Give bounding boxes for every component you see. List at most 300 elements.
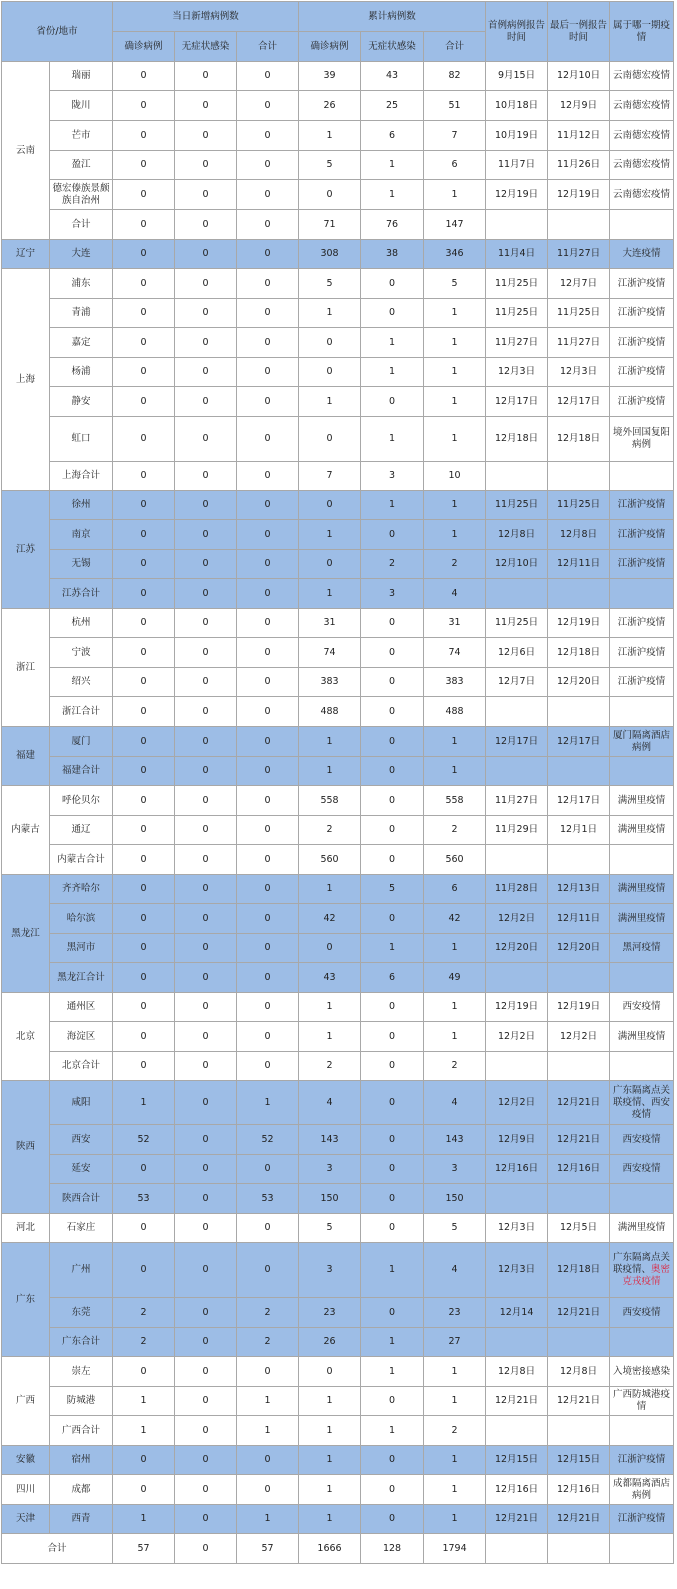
table-row xyxy=(2,240,674,269)
daily-value-cell: 0 xyxy=(237,1475,299,1505)
last-report-cell: 12月21日 xyxy=(548,1298,610,1328)
first-report-cell: 12月16日 xyxy=(486,1475,548,1505)
grand-total-first-cell xyxy=(486,1534,548,1564)
city-cell: 内蒙古合计 xyxy=(50,845,113,875)
epidemic-cell xyxy=(610,845,674,875)
table-row xyxy=(2,1214,674,1243)
city-cell: 上海合计 xyxy=(50,462,113,491)
cumulative-value-cell: 6 xyxy=(424,151,486,180)
province-cell: 辽宁 xyxy=(2,240,50,269)
first-report-cell xyxy=(486,579,548,609)
cumulative-value-cell: 383 xyxy=(424,668,486,697)
cumulative-value-cell: 27 xyxy=(424,1328,486,1357)
daily-value-cell: 0 xyxy=(113,845,175,875)
city-cell: 北京合计 xyxy=(50,1052,113,1081)
province-cell: 北京 xyxy=(2,993,50,1081)
cumulative-value-cell: 31 xyxy=(299,609,361,638)
daily-value-cell: 0 xyxy=(237,727,299,757)
cumulative-value-cell: 0 xyxy=(361,1052,424,1081)
cumulative-value-cell: 1 xyxy=(361,151,424,180)
epidemic-cell xyxy=(610,520,674,550)
province-cell: 内蒙古 xyxy=(2,786,50,875)
epidemic-text: 江浙沪疫情 xyxy=(617,395,666,407)
city-cell: 静安 xyxy=(50,387,113,417)
table-row xyxy=(2,1184,674,1214)
table-row xyxy=(2,875,674,904)
table-row xyxy=(2,1416,674,1446)
table-row xyxy=(2,550,674,579)
daily-value-cell: 0 xyxy=(237,875,299,904)
cumulative-value-cell: 5 xyxy=(299,1214,361,1243)
grand-total-value-cell: 57 xyxy=(237,1534,299,1564)
province-cell: 上海 xyxy=(2,269,50,491)
cumulative-value-cell: 4 xyxy=(299,1081,361,1125)
first-report-cell: 12月2日 xyxy=(486,904,548,934)
city-cell: 齐齐哈尔 xyxy=(50,875,113,904)
cumulative-value-cell: 1 xyxy=(299,875,361,904)
daily-value-cell: 0 xyxy=(237,417,299,462)
first-report-cell: 12月21日 xyxy=(486,1505,548,1534)
daily-value-cell: 0 xyxy=(175,387,237,417)
daily-value-cell: 0 xyxy=(175,786,237,816)
table-row xyxy=(2,757,674,786)
first-report-cell: 12月3日 xyxy=(486,1214,548,1243)
cumulative-value-cell: 26 xyxy=(299,91,361,121)
epidemic-cell xyxy=(610,638,674,668)
last-report-cell: 12月9日 xyxy=(548,91,610,121)
cumulative-value-cell: 0 xyxy=(299,328,361,358)
last-report-cell: 12月17日 xyxy=(548,727,610,757)
epidemic-cell xyxy=(610,668,674,697)
epidemic-text: 入境密接感染 xyxy=(613,1365,671,1377)
cumulative-value-cell: 0 xyxy=(361,1475,424,1505)
table-row xyxy=(2,1052,674,1081)
first-report-cell: 11月25日 xyxy=(486,269,548,299)
cumulative-value-cell: 1 xyxy=(361,180,424,210)
daily-value-cell: 0 xyxy=(237,609,299,638)
epidemic-cell xyxy=(610,1475,674,1505)
daily-value-cell: 0 xyxy=(237,269,299,299)
last-report-cell: 12月21日 xyxy=(548,1387,610,1416)
daily-value-cell: 0 xyxy=(175,638,237,668)
daily-value-cell: 0 xyxy=(175,1243,237,1298)
first-report-cell: 12月8日 xyxy=(486,1357,548,1387)
province-cell: 陕西 xyxy=(2,1081,50,1214)
last-report-cell: 12月19日 xyxy=(548,993,610,1022)
cumulative-value-cell: 0 xyxy=(361,299,424,328)
epidemic-text: 成都隔离酒店病例 xyxy=(613,1477,671,1501)
city-cell: 宿州 xyxy=(50,1446,113,1475)
cumulative-value-cell: 150 xyxy=(299,1184,361,1214)
daily-value-cell: 0 xyxy=(175,1505,237,1534)
daily-value-cell: 0 xyxy=(175,993,237,1022)
table-row xyxy=(2,358,674,387)
cumulative-value-cell: 383 xyxy=(299,668,361,697)
epidemic-text: 满洲里疫情 xyxy=(617,883,666,894)
epidemic-cell xyxy=(610,328,674,358)
epidemic-cell xyxy=(610,210,674,240)
epidemic-text: 江浙沪疫情 xyxy=(617,1454,666,1465)
first-report-cell: 12月10日 xyxy=(486,550,548,579)
epidemic-cell xyxy=(610,240,674,269)
table-row xyxy=(2,668,674,697)
table-row xyxy=(2,904,674,934)
last-report-cell: 12月15日 xyxy=(548,1446,610,1475)
cumulative-value-cell: 43 xyxy=(299,963,361,993)
epidemic-cell xyxy=(610,934,674,963)
epidemic-cell xyxy=(610,963,674,993)
epidemic-text: 西安疫情 xyxy=(622,1163,661,1174)
table-row xyxy=(2,993,674,1022)
epidemic-text: 西安疫情 xyxy=(622,1133,661,1145)
daily-value-cell: 0 xyxy=(113,328,175,358)
daily-value-cell: 0 xyxy=(175,520,237,550)
epidemic-text: 江浙沪疫情 xyxy=(617,528,666,540)
daily-value-cell: 0 xyxy=(113,904,175,934)
cumulative-value-cell: 23 xyxy=(424,1298,486,1328)
daily-value-cell: 0 xyxy=(237,91,299,121)
daily-value-cell: 0 xyxy=(175,1155,237,1184)
table-row xyxy=(2,299,674,328)
cumulative-value-cell: 3 xyxy=(361,462,424,491)
epidemic-cell xyxy=(610,180,674,210)
daily-value-cell: 0 xyxy=(175,1081,237,1125)
daily-value-cell: 0 xyxy=(113,727,175,757)
daily-value-cell: 0 xyxy=(175,697,237,727)
cumulative-value-cell: 0 xyxy=(361,668,424,697)
daily-value-cell: 1 xyxy=(113,1081,175,1125)
daily-value-cell: 0 xyxy=(175,579,237,609)
table-row xyxy=(2,1475,674,1505)
cumulative-value-cell: 0 xyxy=(361,1022,424,1052)
daily-value-cell: 0 xyxy=(175,609,237,638)
daily-value-cell: 0 xyxy=(175,845,237,875)
first-report-cell: 11月4日 xyxy=(486,240,548,269)
daily-value-cell: 0 xyxy=(113,1446,175,1475)
table-row xyxy=(2,727,674,757)
last-report-cell: 12月5日 xyxy=(548,1214,610,1243)
daily-value-cell: 0 xyxy=(175,816,237,845)
epidemic-cell xyxy=(610,1155,674,1184)
cumulative-value-cell: 1 xyxy=(424,1505,486,1534)
grand-total-label: 合计 xyxy=(2,1534,113,1564)
first-report-cell: 12月21日 xyxy=(486,1387,548,1416)
cumulative-value-cell: 1 xyxy=(424,180,486,210)
cumulative-value-cell: 1 xyxy=(299,1387,361,1416)
cumulative-value-cell: 0 xyxy=(299,1357,361,1387)
cumulative-value-cell: 1 xyxy=(361,1328,424,1357)
daily-value-cell: 53 xyxy=(113,1184,175,1214)
epidemic-cell xyxy=(610,1298,674,1328)
table-body xyxy=(2,62,674,1564)
daily-value-cell: 0 xyxy=(175,875,237,904)
grand-total-value-cell: 128 xyxy=(361,1534,424,1564)
epidemic-text: 广东隔离点关联疫情、西安疫情 xyxy=(613,1084,671,1120)
daily-value-cell: 0 xyxy=(175,417,237,462)
daily-value-cell: 0 xyxy=(113,240,175,269)
epidemic-cell xyxy=(610,757,674,786)
daily-value-cell: 0 xyxy=(237,151,299,180)
daily-value-cell: 0 xyxy=(237,121,299,151)
cumulative-value-cell: 1 xyxy=(299,387,361,417)
daily-value-cell: 0 xyxy=(113,638,175,668)
first-report-cell: 12月3日 xyxy=(486,1243,548,1298)
epidemic-cell xyxy=(610,417,674,462)
first-report-cell: 11月25日 xyxy=(486,491,548,520)
table-row xyxy=(2,491,674,520)
cumulative-value-cell: 4 xyxy=(424,1081,486,1125)
epidemic-text: 江浙沪疫情 xyxy=(617,1513,666,1524)
last-report-cell: 12月19日 xyxy=(548,609,610,638)
first-report-cell: 11月25日 xyxy=(486,299,548,328)
first-report-cell: 12月18日 xyxy=(486,417,548,462)
first-report-cell xyxy=(486,462,548,491)
daily-value-cell: 0 xyxy=(113,180,175,210)
cumulative-value-cell: 0 xyxy=(361,757,424,786)
last-report-cell: 12月19日 xyxy=(548,180,610,210)
daily-value-cell: 0 xyxy=(175,1357,237,1387)
daily-value-cell: 0 xyxy=(237,462,299,491)
epidemic-text: 江浙沪疫情 xyxy=(617,617,666,628)
first-report-cell: 12月9日 xyxy=(486,1125,548,1155)
daily-value-cell: 0 xyxy=(175,62,237,91)
epidemic-cell xyxy=(610,299,674,328)
table-row xyxy=(2,609,674,638)
grand-total-epidemic-cell xyxy=(610,1534,674,1564)
first-report-cell: 11月27日 xyxy=(486,328,548,358)
daily-value-cell: 0 xyxy=(237,1446,299,1475)
header-cum-asymptomatic: 无症状感染 xyxy=(361,32,424,62)
table-row xyxy=(2,1125,674,1155)
cumulative-value-cell: 1 xyxy=(299,1505,361,1534)
daily-value-cell: 0 xyxy=(175,180,237,210)
cumulative-value-cell: 0 xyxy=(361,638,424,668)
epidemic-cell xyxy=(610,121,674,151)
last-report-cell: 12月2日 xyxy=(548,1022,610,1052)
table-row xyxy=(2,1298,674,1328)
daily-value-cell: 0 xyxy=(113,963,175,993)
cumulative-value-cell: 23 xyxy=(299,1298,361,1328)
cumulative-value-cell: 25 xyxy=(361,91,424,121)
epidemic-text: 江浙沪疫情 xyxy=(617,499,666,510)
first-report-cell: 10月18日 xyxy=(486,91,548,121)
table-row xyxy=(2,963,674,993)
last-report-cell: 12月1日 xyxy=(548,816,610,845)
epidemic-cell xyxy=(610,1387,674,1416)
table-row xyxy=(2,387,674,417)
cumulative-value-cell: 1 xyxy=(424,1446,486,1475)
cumulative-value-cell: 1 xyxy=(299,1446,361,1475)
table-row xyxy=(2,1081,674,1125)
table-row xyxy=(2,1328,674,1357)
epidemic-cell xyxy=(610,579,674,609)
cumulative-value-cell: 1 xyxy=(299,1475,361,1505)
cumulative-value-cell: 0 xyxy=(361,816,424,845)
cumulative-value-cell: 0 xyxy=(361,1387,424,1416)
cumulative-value-cell: 150 xyxy=(424,1184,486,1214)
city-cell: 大连 xyxy=(50,240,113,269)
cumulative-value-cell: 1 xyxy=(361,491,424,520)
epidemic-cell xyxy=(610,462,674,491)
last-report-cell: 11月25日 xyxy=(548,491,610,520)
cumulative-value-cell: 42 xyxy=(424,904,486,934)
epidemic-cell xyxy=(610,491,674,520)
first-report-cell xyxy=(486,210,548,240)
cumulative-value-cell: 0 xyxy=(361,993,424,1022)
cumulative-value-cell: 1 xyxy=(424,491,486,520)
daily-value-cell: 0 xyxy=(237,387,299,417)
cumulative-value-cell: 0 xyxy=(361,1446,424,1475)
epidemic-text: 黑河疫情 xyxy=(622,942,661,953)
city-cell: 南京 xyxy=(50,520,113,550)
daily-value-cell: 0 xyxy=(113,299,175,328)
epidemic-text: 境外回国复阳病例 xyxy=(613,427,671,450)
daily-value-cell: 0 xyxy=(237,299,299,328)
epidemic-text: 西安疫情 xyxy=(622,1001,661,1012)
cumulative-value-cell: 1 xyxy=(424,328,486,358)
daily-value-cell: 0 xyxy=(237,1052,299,1081)
daily-value-cell: 0 xyxy=(175,934,237,963)
city-cell: 成都 xyxy=(50,1475,113,1505)
daily-value-cell: 0 xyxy=(175,550,237,579)
cumulative-value-cell: 0 xyxy=(299,550,361,579)
daily-value-cell: 0 xyxy=(113,1052,175,1081)
city-cell: 广西合计 xyxy=(50,1416,113,1446)
cumulative-value-cell: 3 xyxy=(361,579,424,609)
epidemic-cell xyxy=(610,1214,674,1243)
daily-value-cell: 0 xyxy=(175,328,237,358)
daily-value-cell: 0 xyxy=(237,845,299,875)
epidemic-text: 西安疫情 xyxy=(622,1306,661,1318)
daily-value-cell: 1 xyxy=(237,1416,299,1446)
last-report-cell: 12月11日 xyxy=(548,550,610,579)
cumulative-value-cell: 0 xyxy=(299,934,361,963)
daily-value-cell: 0 xyxy=(237,579,299,609)
table-row xyxy=(2,638,674,668)
city-cell: 江苏合计 xyxy=(50,579,113,609)
daily-value-cell: 0 xyxy=(175,1446,237,1475)
cumulative-value-cell: 0 xyxy=(361,1125,424,1155)
table-row xyxy=(2,62,674,91)
first-report-cell: 11月29日 xyxy=(486,816,548,845)
cumulative-value-cell: 1 xyxy=(299,299,361,328)
last-report-cell xyxy=(548,845,610,875)
last-report-cell xyxy=(548,963,610,993)
province-cell: 天津 xyxy=(2,1505,50,1534)
daily-value-cell: 0 xyxy=(113,210,175,240)
first-report-cell xyxy=(486,1328,548,1357)
epidemic-cell xyxy=(610,993,674,1022)
city-cell: 福建合计 xyxy=(50,757,113,786)
cumulative-value-cell: 308 xyxy=(299,240,361,269)
cumulative-value-cell: 1 xyxy=(424,520,486,550)
cumulative-value-cell: 5 xyxy=(299,151,361,180)
epidemic-cell xyxy=(610,1416,674,1446)
cumulative-value-cell: 3 xyxy=(299,1243,361,1298)
cumulative-value-cell: 147 xyxy=(424,210,486,240)
cumulative-value-cell: 42 xyxy=(299,904,361,934)
epidemic-text: 满洲里疫情 xyxy=(617,912,666,924)
cumulative-value-cell: 2 xyxy=(299,1052,361,1081)
cumulative-value-cell: 0 xyxy=(361,520,424,550)
daily-value-cell: 0 xyxy=(175,1387,237,1416)
daily-value-cell: 0 xyxy=(113,462,175,491)
daily-value-cell: 1 xyxy=(237,1081,299,1125)
last-report-cell: 12月18日 xyxy=(548,417,610,462)
province-cell: 安徽 xyxy=(2,1446,50,1475)
cumulative-value-cell: 76 xyxy=(361,210,424,240)
daily-value-cell: 52 xyxy=(113,1125,175,1155)
cumulative-value-cell: 488 xyxy=(424,697,486,727)
city-cell: 呼伦贝尔 xyxy=(50,786,113,816)
last-report-cell: 12月20日 xyxy=(548,934,610,963)
cumulative-value-cell: 0 xyxy=(361,1214,424,1243)
city-cell: 黑河市 xyxy=(50,934,113,963)
cumulative-value-cell: 488 xyxy=(299,697,361,727)
cumulative-value-cell: 0 xyxy=(361,1298,424,1328)
city-cell: 延安 xyxy=(50,1155,113,1184)
daily-value-cell: 0 xyxy=(113,697,175,727)
daily-value-cell: 0 xyxy=(237,904,299,934)
city-cell: 海淀区 xyxy=(50,1022,113,1052)
city-cell: 东莞 xyxy=(50,1298,113,1328)
cumulative-value-cell: 38 xyxy=(361,240,424,269)
daily-value-cell: 0 xyxy=(113,269,175,299)
epidemic-text: 满洲里疫情 xyxy=(617,1030,666,1042)
epidemic-cell xyxy=(610,697,674,727)
header-daily-total: 合计 xyxy=(237,32,299,62)
table-row xyxy=(2,1387,674,1416)
daily-value-cell: 0 xyxy=(113,151,175,180)
daily-value-cell: 0 xyxy=(175,668,237,697)
city-cell: 宁波 xyxy=(50,638,113,668)
cumulative-value-cell: 1 xyxy=(361,1243,424,1298)
header-daily-new: 当日新增病例数 xyxy=(113,2,299,32)
cumulative-value-cell: 1 xyxy=(424,1022,486,1052)
daily-value-cell: 0 xyxy=(175,757,237,786)
last-report-cell: 12月13日 xyxy=(548,875,610,904)
cumulative-value-cell: 0 xyxy=(299,358,361,387)
daily-value-cell: 0 xyxy=(113,1243,175,1298)
daily-value-cell: 0 xyxy=(113,1475,175,1505)
cumulative-value-cell: 2 xyxy=(361,550,424,579)
cumulative-value-cell: 1 xyxy=(361,1357,424,1387)
city-cell: 厦门 xyxy=(50,727,113,757)
grand-total-last-cell xyxy=(548,1534,610,1564)
daily-value-cell: 0 xyxy=(113,609,175,638)
daily-value-cell: 52 xyxy=(237,1125,299,1155)
daily-value-cell: 0 xyxy=(237,757,299,786)
cumulative-value-cell: 558 xyxy=(424,786,486,816)
epidemic-data-table xyxy=(1,1,674,1564)
last-report-cell: 12月3日 xyxy=(548,358,610,387)
epidemic-text: 江浙沪疫情 xyxy=(617,366,666,377)
daily-value-cell: 0 xyxy=(175,491,237,520)
epidemic-cell xyxy=(610,1022,674,1052)
epidemic-text: 广西防城港疫情 xyxy=(613,1389,671,1412)
cumulative-value-cell: 26 xyxy=(299,1328,361,1357)
daily-value-cell: 0 xyxy=(113,1155,175,1184)
daily-value-cell: 0 xyxy=(237,210,299,240)
cumulative-value-cell: 0 xyxy=(361,1505,424,1534)
daily-value-cell: 0 xyxy=(237,520,299,550)
table-row xyxy=(2,1505,674,1534)
city-cell: 杨浦 xyxy=(50,358,113,387)
header-cumulative: 累计病例数 xyxy=(299,2,486,32)
last-report-cell: 12月8日 xyxy=(548,1357,610,1387)
epidemic-cell xyxy=(610,1125,674,1155)
last-report-cell xyxy=(548,1416,610,1446)
